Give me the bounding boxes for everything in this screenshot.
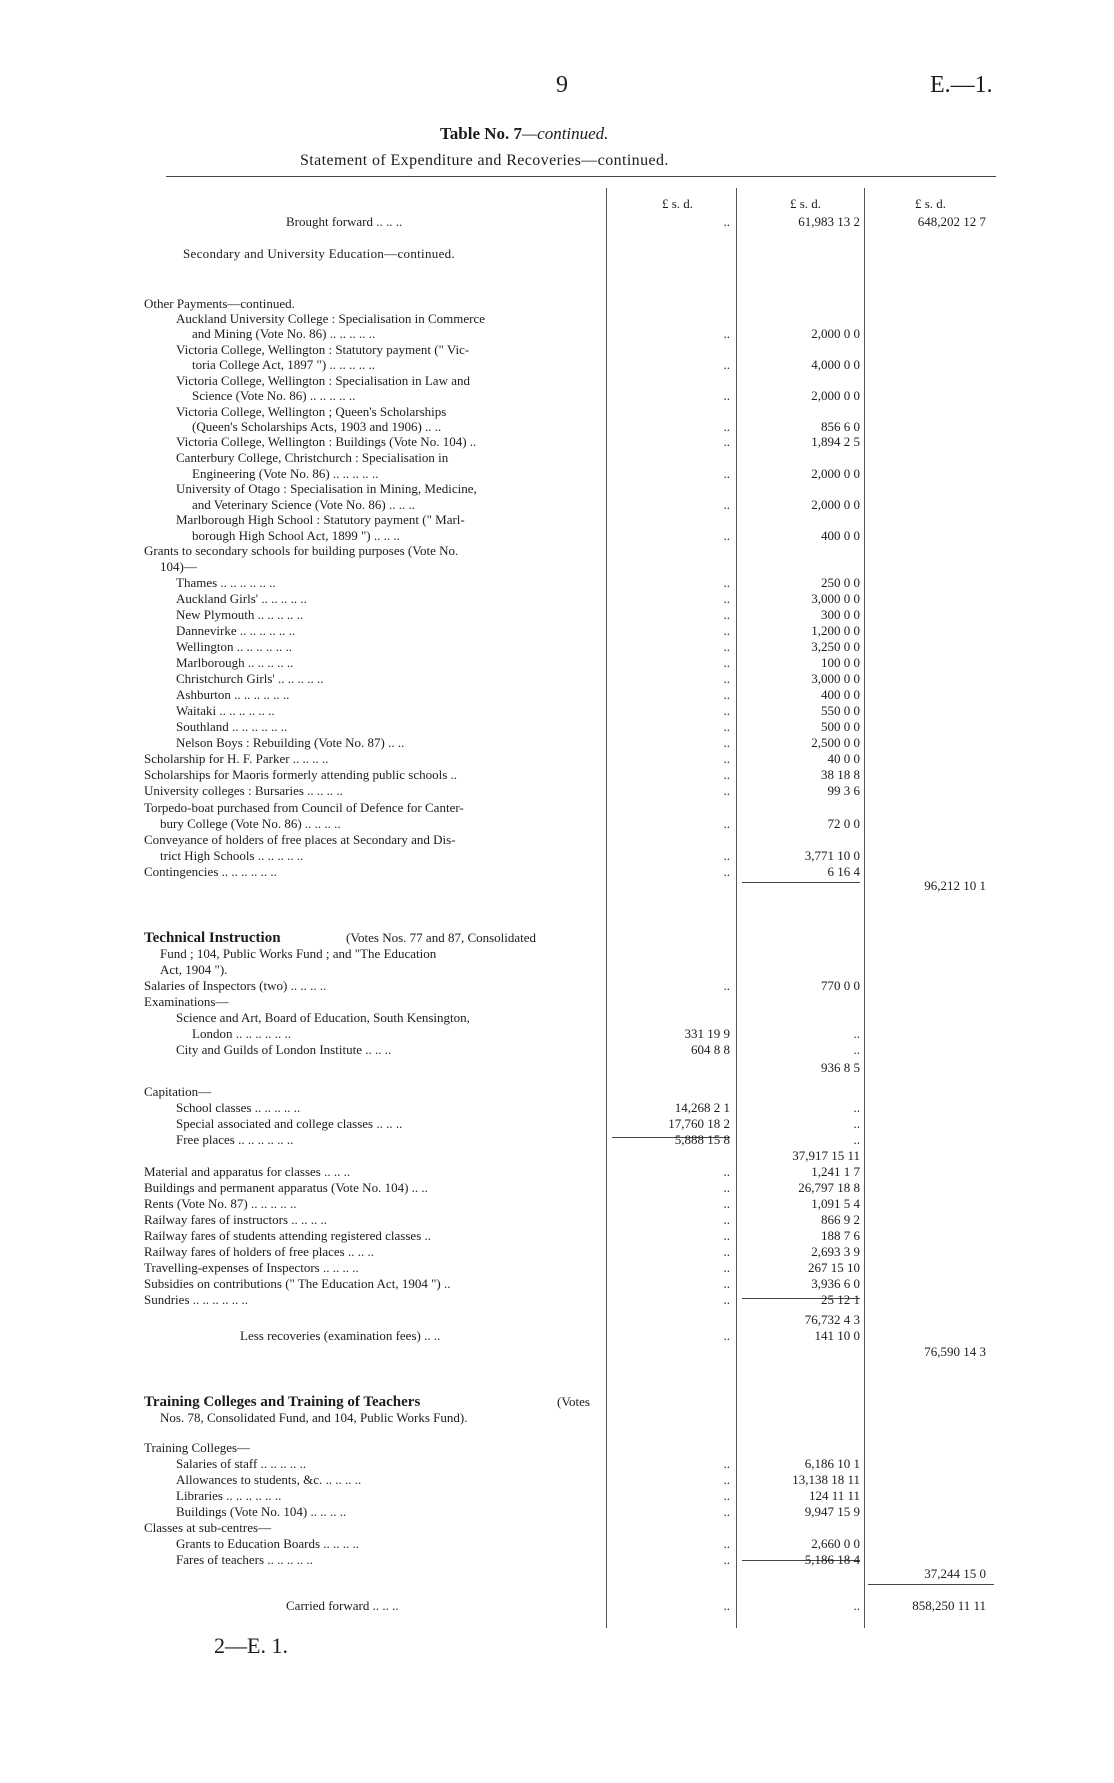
table-row: University colleges : Bursaries .. .. .. .. .. 99 3 6 [144,783,860,798]
table-row: Scholarship for H. F. Parker .. .. .. .. .. 40 0 0 [144,751,860,766]
table-row: toria College Act, 1897 ") .. .. .. .. .. .. 4,000 0 0 [192,357,860,372]
table-row: Grants to Education Boards .. .. .. .. .. 2,660 0 0 [176,1536,860,1551]
table-row: University of Otago : Specialisation in Mining, Medicine, [176,481,477,496]
table-row: Victoria College, Wellington ; Queen's Scholarships [176,404,447,419]
column-header-2: £ s. d. [790,196,822,211]
table-row: Engineering (Vote No. 86) .. .. .. .. .. .. 2,000 0 0 [192,466,860,481]
total-rule [868,1584,994,1585]
table-row: Nelson Boys : Rebuilding (Vote No. 87) .. .. .. 2,500 0 0 [176,735,860,750]
table-row: Allowances to students, &c. .. .. .. .. .. 13,138 18 11 [176,1472,860,1487]
table-row: Grants to secondary schools for building purposes (Vote No. [144,543,459,558]
column-header-3: £ s. d. [915,196,947,211]
table-row: Wellington .. .. .. .. .. .. .. 3,250 0 0 [176,639,860,654]
table-row: London .. .. .. .. .. .. 331 19 9 .. [192,1026,860,1041]
header-rule [166,176,996,177]
table-row: Railway fares of instructors .. .. .. .. .. 866 9 2 [144,1212,860,1227]
table-row: Libraries .. .. .. .. .. .. .. 124 11 11 [176,1488,860,1503]
table-row: Other Payments—continued. [144,296,295,311]
table-row: Science (Vote No. 86) .. .. .. .. .. .. 2,000 0 0 [192,388,860,403]
table-row: 37,917 15 11 [792,1148,860,1163]
table-row: 104)— [160,559,197,574]
section-total: 76,590 14 3 [924,1344,986,1359]
section-total: 37,244 15 0 [924,1566,986,1581]
table-row: Capitation— [144,1084,212,1099]
table-row: Railway fares of holders of free places .. .. .. .. 2,693 3 9 [144,1244,860,1259]
table-row: and Veterinary Science (Vote No. 86) .. .. .. .. 2,000 0 0 [192,497,860,512]
table-row: Nos. 78, Consolidated Fund, and 104, Public Works Fund). [160,1410,468,1425]
table-row: Waitaki .. .. .. .. .. .. .. 550 0 0 [176,703,860,718]
table-row: Southland .. .. .. .. .. .. .. 500 0 0 [176,719,860,734]
table-row: Subsidies on contributions (" The Education Act, 1904 ") .. .. 3,936 6 0 [144,1276,860,1291]
table-row: Buildings (Vote No. 104) .. .. .. .. .. 9,947 15 9 [176,1504,860,1519]
table-row: Material and apparatus for classes .. .. .. .. 1,241 1 7 [144,1164,860,1179]
table-row: Carried forward .. .. .. .. .. 858,250 11 11 [286,1598,986,1613]
table-row: Christchurch Girls' .. .. .. .. .. .. 3,000 0 0 [176,671,860,686]
table-row: (Queen's Scholarships Acts, 1903 and 1906) .. .. .. 856 6 0 [192,419,860,434]
table-row: Canterbury College, Christchurch : Specialisation in [176,450,449,465]
table-row: bury College (Vote No. 86) .. .. .. .. .. 72 0 0 [160,816,860,831]
table-row: Salaries of staff .. .. .. .. .. .. 6,186 10 1 [176,1456,860,1471]
section-heading: Secondary and University Education—continued. [183,246,455,261]
table-row: Travelling-expenses of Inspectors .. .. .. .. .. 267 15 10 [144,1260,860,1275]
table-row: borough High School Act, 1899 ") .. .. .. .. 400 0 0 [192,528,860,543]
table-row: and Mining (Vote No. 86) .. .. .. .. .. .. 2,000 0 0 [192,326,860,341]
page-footer: 2—E. 1. [214,1633,288,1658]
table-row: New Plymouth .. .. .. .. .. .. 300 0 0 [176,607,860,622]
table-row: Conveyance of holders of free places at Secondary and Dis- [144,832,456,847]
document-reference: E.—1. [930,72,993,98]
table-row: Fund ; 104, Public Works Fund ; and "The Education [160,946,437,961]
table-row: Ashburton .. .. .. .. .. .. .. 400 0 0 [176,687,860,702]
table-row: Examinations— [144,994,229,1009]
table-row: 936 8 5 [821,1060,860,1075]
table-row: Dannevirke .. .. .. .. .. .. .. 1,200 0 0 [176,623,860,638]
table-row: Rents (Vote No. 87) .. .. .. .. .. .. 1,091 5 4 [144,1196,860,1211]
table-title: Table No. 7—continued. [440,124,609,143]
section-heading: Training Colleges and Training of Teachers (Votes [144,1394,590,1410]
table-row: Marlborough High School : Statutory payment (" Marl- [176,512,465,527]
table-row: Railway fares of students attending registered classes .. .. 188 7 6 [144,1228,860,1243]
table-row: Buildings and permanent apparatus (Vote No. 104) .. .. .. 26,797 18 8 [144,1180,860,1195]
table-row: Fares of teachers .. .. .. .. .. .. 5,186 18 4 [176,1552,860,1567]
page-number: 9 [556,72,568,98]
table-row: Thames .. .. .. .. .. .. .. 250 0 0 [176,575,860,590]
table-row: Sundries .. .. .. .. .. .. .. 25 12 1 [144,1292,860,1307]
table-row: Victoria College, Wellington : Statutory payment (" Vic- [176,342,470,357]
section-total: 96,212 10 1 [924,878,986,893]
table-row: Less recoveries (examination fees) .. .. .. 141 10 0 [240,1328,860,1343]
table-row: Classes at sub-centres— [144,1520,272,1535]
table-row: Victoria College, Wellington : Buildings (Vote No. 104) .. .. 1,894 2 5 [176,434,860,449]
table-row: 76,732 4 3 [804,1312,860,1327]
column-header-1: £ s. d. [662,196,694,211]
table-row: Scholarships for Maoris formerly attending public schools .. .. 38 18 8 [144,767,860,782]
table-row: Special associated and college classes .. .. .. 17,760 18 2 .. [176,1116,860,1131]
table-subtitle: Statement of Expenditure and Recoveries—continued. [300,152,669,169]
table-row: Free places .. .. .. .. .. .. 5,888 15 8 .. [176,1132,860,1147]
table-row: Contingencies .. .. .. .. .. .. .. 6 16 4 [144,864,860,879]
table-row: Victoria College, Wellington : Specialisation in Law and [176,373,470,388]
section-heading: Technical Instruction (Votes Nos. 77 and 87, Consolidated [144,930,537,946]
table-row: Brought forward .. .. .. .. 61,983 13 2 648,202 12 7 [286,214,986,229]
table-row: Salaries of Inspectors (two) .. .. .. .. .. 770 0 0 [144,978,860,993]
table-row: Act, 1904 "). [160,962,228,977]
table-row: Science and Art, Board of Education, South Kensington, [176,1010,470,1025]
table-row: Marlborough .. .. .. .. .. .. 100 0 0 [176,655,860,670]
table-row: Torpedo-boat purchased from Council of Defence for Canter- [144,800,464,815]
table-row: City and Guilds of London Institute .. .. .. 604 8 8 .. [176,1042,860,1057]
table-row: School classes .. .. .. .. .. 14,268 2 1 .. [176,1100,860,1115]
table-row: Auckland University College : Specialisation in Commerce [176,311,486,326]
table-row: Auckland Girls' .. .. .. .. .. .. 3,000 0 0 [176,591,860,606]
table-row: trict High Schools .. .. .. .. .. .. 3,771 10 0 [160,848,860,863]
table-row: Training Colleges— [144,1440,251,1455]
